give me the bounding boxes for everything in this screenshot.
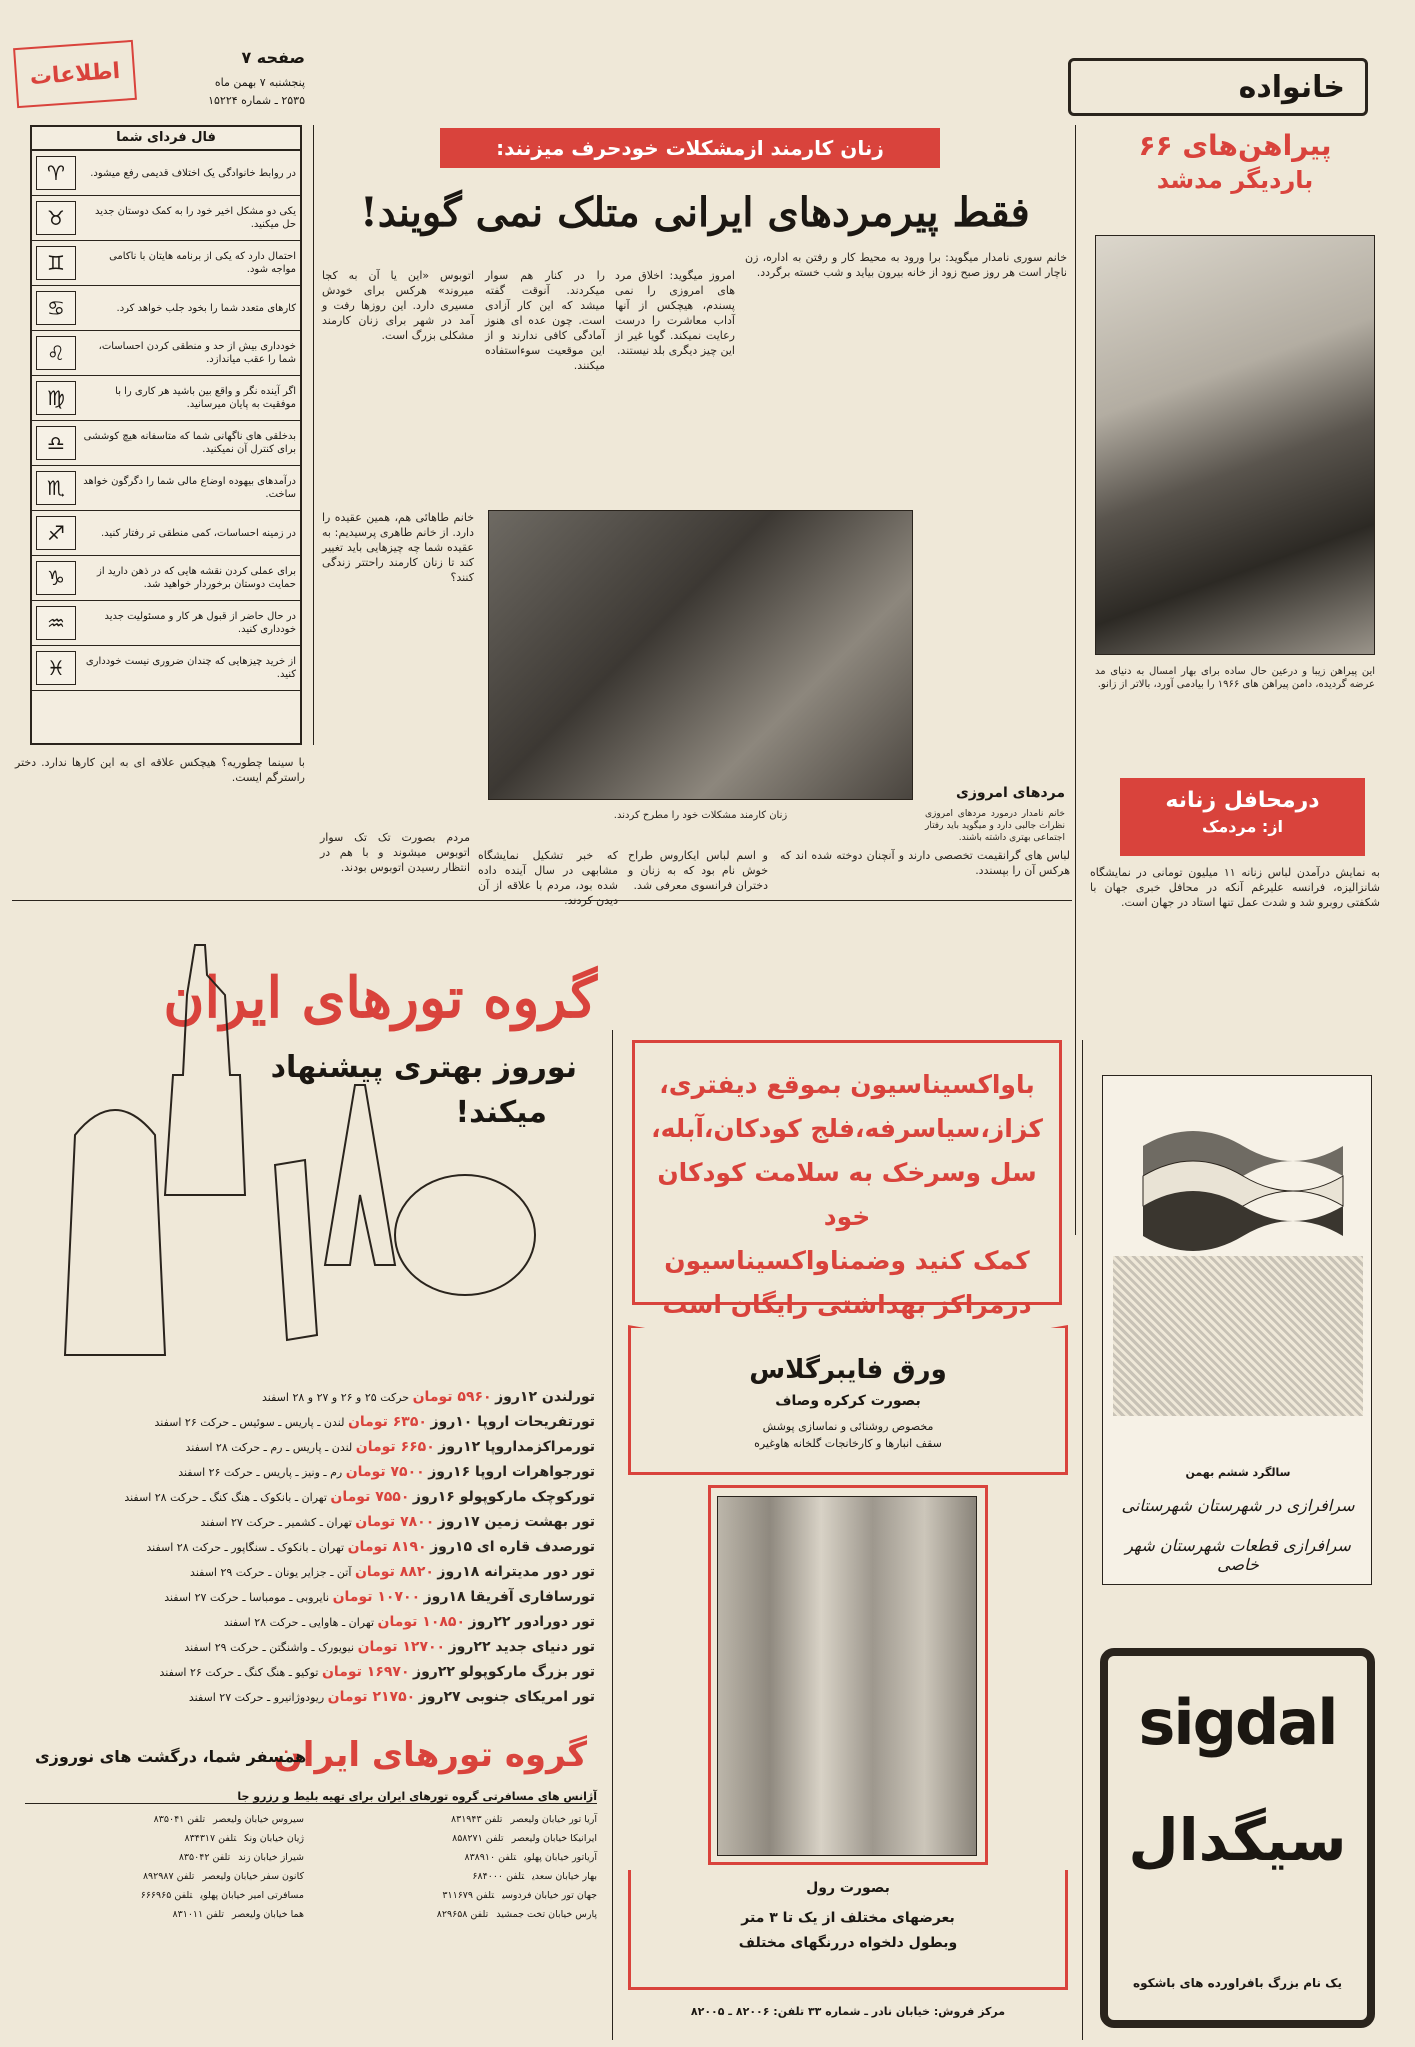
agency-name: سیروس خیابان ولیعصر: [213, 1814, 304, 1825]
horoscope-text: بدخلقی های ناگهانی شما که متاسفانه هیچ کوششی برای کنترل آن نمیکنید.: [83, 431, 296, 455]
horoscope-text: کارهای متعدد شما را بخود جلب خواهد کرد.: [116, 302, 296, 314]
horoscope-text: یکی دو مشکل اخیر خود را به کمک دوستان جدید حل میکنید.: [95, 206, 296, 230]
lower-col-d: و اسم لباس ایکاروس طراح خوش نام بود که به زنان و دختران فرانسوی معرفی شد.: [628, 849, 768, 892]
article-col-4: خانم سوری نامدار میگوید: برا ورود به محیط کار و رفتن به اداره، زن ناچار است هر روز صبح زود از خانه بیرون بیاید و شب خسته برگردد.: [745, 251, 1067, 279]
vaccine-line: سل وسرخک به سلامت کودکان خود: [657, 1158, 1037, 1231]
fiberglass-line-1: مخصوص روشنائی و نماسازی پوشش: [762, 1420, 934, 1433]
section-header: [1068, 58, 1368, 116]
masthead: [15, 40, 305, 115]
landmarks-illustration: [55, 935, 615, 1375]
fiberglass-dims-2: وبطول دلخواه دررنگهای مختلف: [738, 1935, 958, 1951]
horoscope-item: [32, 511, 300, 556]
tour-detail: نیویورک ـ واشنگتن ـ حرکت ۲۹ اسفند: [184, 1641, 355, 1654]
tour-row: [75, 1385, 595, 1410]
tour-row: [75, 1610, 595, 1635]
agency-row: [25, 1905, 304, 1924]
eiffel-tower: [325, 1085, 395, 1265]
tour-row: [75, 1510, 595, 1535]
tour-price: ۱۰۷۰۰ تومان: [332, 1589, 421, 1605]
agency-row: [318, 1905, 597, 1924]
sigdal-brand-latin: sigdal: [1138, 1686, 1337, 1759]
theater-line-1: سالگرد ششم بهمن: [1185, 1466, 1291, 1479]
horoscope-text: اگر آینده نگر و واقع بین باشید هر کاری را با موفقیت به پایان میرسانید.: [115, 386, 296, 410]
theater-line-2: سرافرازی در شهرستان شهرستانی: [1121, 1496, 1355, 1515]
fiberglass-dims-1: بعرضهای مختلف از یک تا ۳ متر: [741, 1910, 955, 1926]
tour-name: تور بزرگ مارکوپولو ۲۲روز: [413, 1664, 595, 1680]
tours-footer-sub: همسفر شما، درگشت های نوروزی: [35, 1747, 307, 1766]
horoscope-item: [32, 196, 300, 241]
vaccine-line: کمک کنید وضمناواکسیناسیون: [664, 1246, 1030, 1275]
horoscope-text: در زمینه احساسات، کمی منطقی تر رفتار کنید.: [101, 527, 296, 539]
tour-detail: تهران ـ کشمیر ـ حرکت ۲۷ اسفند: [200, 1516, 352, 1529]
tour-detail: رم ـ ونیز ـ پاریس ـ حرکت ۲۶ اسفند: [178, 1466, 343, 1479]
tour-detail: حرکت ۲۵ و ۲۶ و ۲۷ و ۲۸ اسفند: [262, 1391, 410, 1404]
agency-name: مسافرتی امیر خیابان پهلوی: [200, 1890, 304, 1901]
tour-price: ۶۳۵۰ تومان: [347, 1414, 427, 1430]
sidebar-body: خانم نامدار درمورد مردهای امروزی نظرات جالبی دارد و میگوید باید رفتار اجتماعی بهتری داشته باشند.: [925, 809, 1065, 843]
tour-detail: نایروبی ـ مومباسا ـ حرکت ۲۷ اسفند: [164, 1591, 330, 1604]
agency-name: ژیان خیابان ونک: [244, 1833, 304, 1844]
zodiac-sign-icon: ♑: [36, 561, 76, 595]
horoscope-item: [32, 421, 300, 466]
flag-icon: [1143, 1116, 1343, 1256]
lower-col-c: که خبر تشکیل نمایشگاه مشابهی در سال آینده داده شده بود، مردم با علاقه از آن دیدن کردند.: [478, 849, 618, 907]
tour-name: تور دنیای جدید ۲۲روز: [448, 1639, 595, 1655]
agency-phone: تلفن ۸۳۵۰۴۲: [178, 1852, 231, 1863]
agencies-title: آژانس های مسافرتی گروه تورهای ایران برای تهیه بلیط و رزرو جا: [25, 1790, 597, 1804]
tour-detail: توکیو ـ هنگ کنگ ـ حرکت ۲۶ اسفند: [159, 1666, 319, 1679]
article-col-3: اتوبوس «این یا آن به کجا میروند» هرکس برای خودش مسیری دارد. این روزها رفت و آمد در شهر برای زنان کارمند مشکلی بزرگ است.: [322, 269, 474, 342]
zodiac-sign-icon: ♐: [36, 516, 76, 550]
tour-name: تورلندن ۱۲روز: [495, 1389, 595, 1405]
horoscope-text: درآمدهای بیهوده اوضاع مالی شما را دگرگون خواهد ساخت.: [83, 476, 296, 500]
tour-detail: آتن ـ جزایر یونان ـ حرکت ۲۹ اسفند: [190, 1566, 352, 1579]
agency-name: آریا تور خیابان ولیعصر: [510, 1814, 597, 1825]
tour-name: تور امریکای جنوبی ۲۷روز: [418, 1689, 595, 1705]
fashion-body: به نمایش درآمدن لباس زنانه ۱۱ میلیون تومانی در نمایشگاه شانزالیزه، فرانسه علیرغم آنکه در محافل خبری جهان با شکفتی روبرو شد و شدت عمل تنها استاد در جهان است.: [1090, 866, 1380, 909]
tours-ad: [15, 905, 607, 2040]
agency-row: [318, 1810, 597, 1829]
agency-row: [25, 1867, 304, 1886]
tour-name: تورکوچک مارکوپولو ۱۶روز: [412, 1489, 595, 1505]
zodiac-sign-icon: ♋: [36, 291, 76, 325]
tour-detail: تهران ـ بانکوک ـ هنگ کنگ ـ حرکت ۲۸ اسفند: [124, 1491, 327, 1504]
agency-phone: تلفن ۳۱۱۶۷۹: [442, 1890, 495, 1901]
article-headline: فقط پیرمردهای ایرانی متلک نمی گویند!: [360, 189, 1030, 236]
fashion-title-1: درمحافل زنانه: [1165, 788, 1320, 813]
horoscope-item: [32, 376, 300, 421]
tour-detail: لندن ـ پاریس ـ سوئیس ـ حرکت ۲۶ اسفند: [154, 1416, 345, 1429]
fiberglass-ad: [628, 1325, 1068, 2035]
zodiac-sign-icon: ♌: [36, 336, 76, 370]
horoscope-item: [32, 466, 300, 511]
agency-name: شیراز خیابان زند: [238, 1852, 304, 1863]
agency-name: کانون سفر خیابان ولیعصر: [202, 1871, 304, 1882]
vaccine-line: باواکسیناسیون بموقع دیفتری،: [659, 1070, 1035, 1099]
horoscope-text: در روابط خانوادگی یک اختلاف قدیمی رفع میشود.: [90, 167, 296, 179]
lower-col-a: با سینما چطوریه؟ هیچکس علاقه ای به این کارها ندارد. دختر راسترگم ایست.: [15, 756, 305, 784]
fiberglass-line-2: سقف انبارها و کارخانجات گلخانه هاوغیره: [754, 1437, 942, 1450]
tour-detail: ریودوژانیرو ـ حرکت ۲۷ اسفند: [188, 1691, 325, 1704]
tour-name: تورسافاری آفریقا ۱۸روز: [423, 1589, 595, 1605]
dress-photo: [1095, 235, 1375, 655]
dresses-headline-2: باردیگر مدشد: [1156, 166, 1314, 194]
guard-figure: [65, 1110, 165, 1355]
horoscope-item: [32, 556, 300, 601]
newspaper-logo: [13, 40, 137, 108]
tour-name: تور بهشت زمین ۱۷روز: [437, 1514, 595, 1530]
zodiac-sign-icon: ♍: [36, 381, 76, 415]
tower-of-pisa: [275, 1160, 317, 1340]
tour-name: تورجواهرات اروپا ۱۶روز: [428, 1464, 595, 1480]
vaccine-line: کزاز،سیاسرفه،فلج کودکان،آبله،: [651, 1114, 1043, 1143]
zodiac-sign-icon: ♎: [36, 426, 76, 460]
agency-phone: تلفن ۸۳۱۹۴۳: [450, 1814, 503, 1825]
fiberglass-subtitle: بصورت کرکره وصاف: [775, 1393, 921, 1409]
tour-row: [75, 1460, 595, 1485]
agency-name: جهان تور خیابان فردوسی: [502, 1890, 597, 1901]
tour-detail: تهران ـ هاوایی ـ حرکت ۲۸ اسفند: [223, 1616, 374, 1629]
lower-col-b: مردم بصورت تک تک سوار اتوبوس میشوند و با هم در انتظار رسیدن اتوبوس بودند.: [320, 831, 470, 874]
agency-phone: تلفن ۶۸۴۰۰۰: [472, 1871, 525, 1882]
agency-row: [25, 1810, 304, 1829]
tour-detail: لندن ـ پاریس ـ رم ـ حرکت ۲۸ اسفند: [185, 1441, 353, 1454]
agency-phone: تلفن ۸۹۲۹۸۷: [142, 1871, 195, 1882]
fashion-show-header: [1120, 778, 1365, 856]
tour-row: [75, 1560, 595, 1585]
page-label: صفحه ۷: [241, 48, 305, 67]
agency-row: [318, 1886, 597, 1905]
horoscope-list: [32, 151, 300, 691]
horoscope-box: [30, 125, 302, 745]
sidebar-title: مردهای امروزی: [956, 785, 1065, 801]
section-title: خانواده: [1238, 69, 1345, 105]
tour-name: تورتفریحات اروپا ۱۰روز: [430, 1414, 595, 1430]
horoscope-item: [32, 646, 300, 691]
tour-name: تورصدف قاره ای ۱۵روز: [430, 1539, 595, 1555]
agency-name: هما خیابان ولیعصر: [232, 1909, 304, 1920]
dresses-article: [1090, 125, 1380, 765]
fiberglass-photo: [717, 1496, 977, 1856]
fiberglass-bottom-frame: [628, 1870, 1068, 1990]
tour-detail: تهران ـ بانکوک ـ سنگاپور ـ حرکت ۲۸ اسفند: [146, 1541, 345, 1554]
fashion-title-2: از: مردمک: [1201, 817, 1284, 836]
horoscope-item: [32, 241, 300, 286]
dresses-headline-1: پیراهن‌های ۶۶: [1138, 129, 1332, 162]
horoscope-item: [32, 286, 300, 331]
zodiac-sign-icon: ♒: [36, 606, 76, 640]
tour-price: ۱۶۹۷۰ تومان: [321, 1664, 410, 1680]
fiberglass-address: مرکز فروش: خیابان نادر ـ شماره ۳۳ تلفن: ۸۲۰۰۶ ـ ۸۲۰۰۵: [690, 2005, 1006, 2018]
tour-name: تورمراکزمداروپا ۱۲روز: [438, 1439, 595, 1455]
tour-name: تور دورادور ۲۲روز: [468, 1614, 595, 1630]
tours-title: گروه تورهای ایران: [163, 965, 597, 1031]
agency-phone: تلفن ۸۲۹۶۵۸: [436, 1909, 489, 1920]
zodiac-sign-icon: ♓: [36, 651, 76, 685]
tour-price: ۲۱۷۵۰ تومان: [327, 1689, 416, 1705]
horoscope-text: از خرید چیزهایی که چندان ضروری نیست خودداری کنید.: [85, 656, 296, 680]
agency-row: [25, 1829, 304, 1848]
photo-caption: زنان کارمند مشکلات خود را مطرح کردند.: [613, 810, 788, 821]
tour-row: [75, 1435, 595, 1460]
tour-price: ۷۵۵۰ تومان: [330, 1489, 410, 1505]
logo-text: اطلاعات: [29, 58, 121, 90]
vaccine-lines: [645, 1063, 1049, 1327]
article-kicker: [440, 128, 940, 168]
zodiac-sign-icon: ♏: [36, 471, 76, 505]
tours-footer-title: گروه تورهای ایران: [273, 1735, 587, 1775]
horoscope-item: [32, 601, 300, 646]
tour-row: [75, 1635, 595, 1660]
agency-row: [25, 1886, 304, 1905]
horoscope-item: [32, 331, 300, 376]
vaccine-ad: [632, 1040, 1062, 1319]
zodiac-sign-icon: ♉: [36, 201, 76, 235]
horoscope-item: [32, 151, 300, 196]
agency-phone: تلفن ۸۳۱۰۱۱: [172, 1909, 224, 1920]
tour-row: [75, 1585, 595, 1610]
tour-price: ۸۸۲۰ تومان: [354, 1564, 434, 1580]
tour-row: [75, 1685, 595, 1710]
agencies-list: [25, 1810, 597, 2035]
horoscope-title: فال فردای شما: [32, 127, 300, 151]
agency-row: [318, 1829, 597, 1848]
theater-line-3: سرافرازی قطعات شهرستان شهر خاصی: [1125, 1536, 1351, 1574]
tour-price: ۵۹۶۰ تومان: [412, 1389, 492, 1405]
tour-price: ۸۱۹۰ تومان: [347, 1539, 427, 1555]
agency-phone: تلفن ۸۳۴۳۱۷: [184, 1833, 237, 1844]
tour-row: [75, 1410, 595, 1435]
agency-name: ایرانیکا خیابان ولیعصر: [511, 1833, 597, 1844]
horoscope-text: در حال حاضر از قبول هر کار و مسئولیت جدید خودداری کنید.: [104, 611, 296, 635]
article-photo: [488, 510, 913, 821]
crowd-illustration: [1113, 1256, 1363, 1416]
tour-row: [75, 1535, 595, 1560]
tours-price-list: [75, 1385, 595, 1725]
dresses-caption: این پیراهن زیبا و درعین حال ساده برای بهار امسال به دنیای مد عرضه گردیده، دامن پیراهن های ۱۹۶۶ را بیادمی آورد، بالاتر از زانو.: [1095, 666, 1375, 690]
agency-name: پارس خیابان تخت جمشید: [496, 1909, 597, 1920]
fiberglass-photo-frame: [708, 1485, 988, 1865]
agency-name: آریاتور خیابان پهلوی: [524, 1852, 597, 1863]
agency-row: [318, 1867, 597, 1886]
horoscope-text: احتمال دارد که یکی از برنامه هایتان با ناکامی مواجه شود.: [109, 251, 296, 275]
article-col-5: خانم طاهائی هم، همین عقیده را دارد. از خانم طاهری پرسیدیم: به عقیده شما چه چیزهایی باید تغییر کند تا زنان کارمند راحتتر زندگی کنند؟: [322, 511, 474, 584]
agency-phone: تلفن ۸۳۸۹۱۰: [464, 1852, 517, 1863]
zodiac-sign-icon: ♈: [36, 156, 76, 190]
tour-row: [75, 1660, 595, 1685]
tour-price: ۱۰۸۵۰ تومان: [377, 1614, 466, 1630]
statue-of-liberty: [165, 945, 245, 1195]
issue-line: ۲۵۳۵ ـ شماره ۱۵۲۲۴: [208, 94, 305, 107]
fiberglass-roll: بصورت رول: [806, 1880, 890, 1896]
fiberglass-title: ورق فایبرگلاس: [749, 1355, 947, 1385]
kicker-text: زنان کارمند ازمشکلات خودحرف میزنند:: [496, 136, 884, 160]
date-line: پنجشنبه ۷ بهمن ماه: [214, 76, 305, 89]
article-col-2: را در کنار هم سوار میکردند. آنوقت گفته میشد که این کار آزادی است. چون عده ای هنوز آمادگی کافی ندارند و از این موقعیت سوءاستفاده میکنند.: [485, 269, 605, 372]
agency-name: بهار خیابان سعدی: [532, 1871, 597, 1882]
tour-row: [75, 1485, 595, 1510]
sigdal-brand-persian: سیگدال: [1128, 1806, 1347, 1874]
buddha-statue: [395, 1175, 535, 1295]
zodiac-sign-icon: ♊: [36, 246, 76, 280]
tour-price: ۷۸۰۰ تومان: [355, 1514, 435, 1530]
agency-phone: تلفن ۸۳۵۰۴۱: [153, 1814, 206, 1825]
horoscope-text: برای عملی کردن نقشه هایی که در ذهن دارید از حمایت دوستان برخوردار خواهید شد.: [97, 566, 296, 590]
article-col-1: امروز میگوید: اخلاق مرد های امروزی را نمی پسندم، هیچکس از آنها آداب معاشرت را درست رعایت نمیکند. گویا غیر از این چیز دیگری بلد نیستند.: [615, 269, 735, 357]
agency-phone: تلفن ۸۵۸۲۷۱: [452, 1833, 504, 1844]
horoscope-text: خودداری بیش از حد و منطقی کردن احساسات، شما را عقب میاندازد.: [98, 341, 296, 365]
agency-row: [25, 1848, 304, 1867]
tours-subtitle-1: نوروز بهتری پیشنهاد: [270, 1050, 577, 1085]
agency-row: [318, 1848, 597, 1867]
sigdal-ad: [1100, 1648, 1375, 2028]
vaccine-line: درمراکز بهداشتی رایگان است: [662, 1290, 1032, 1319]
flag-ad: [1102, 1075, 1372, 1585]
agency-phone: تلفن ۶۶۶۹۶۵: [140, 1890, 193, 1901]
sigdal-tagline: یک نام بزرگ بافراورده های باشکوه: [1133, 1976, 1342, 1990]
tour-price: ۶۶۵۰ تومان: [355, 1439, 435, 1455]
tours-subtitle-2: میکند!: [455, 1095, 547, 1130]
lower-col-e: لباس های گرانقیمت تخصصی دارند و آنچنان دوخته شده اند که هرکس آن را بپسندد.: [780, 849, 1070, 877]
tour-price: ۱۲۷۰۰ تومان: [357, 1639, 446, 1655]
tour-price: ۷۵۰۰ تومان: [345, 1464, 425, 1480]
tour-name: تور دور مدیترانه ۱۸روز: [437, 1564, 595, 1580]
